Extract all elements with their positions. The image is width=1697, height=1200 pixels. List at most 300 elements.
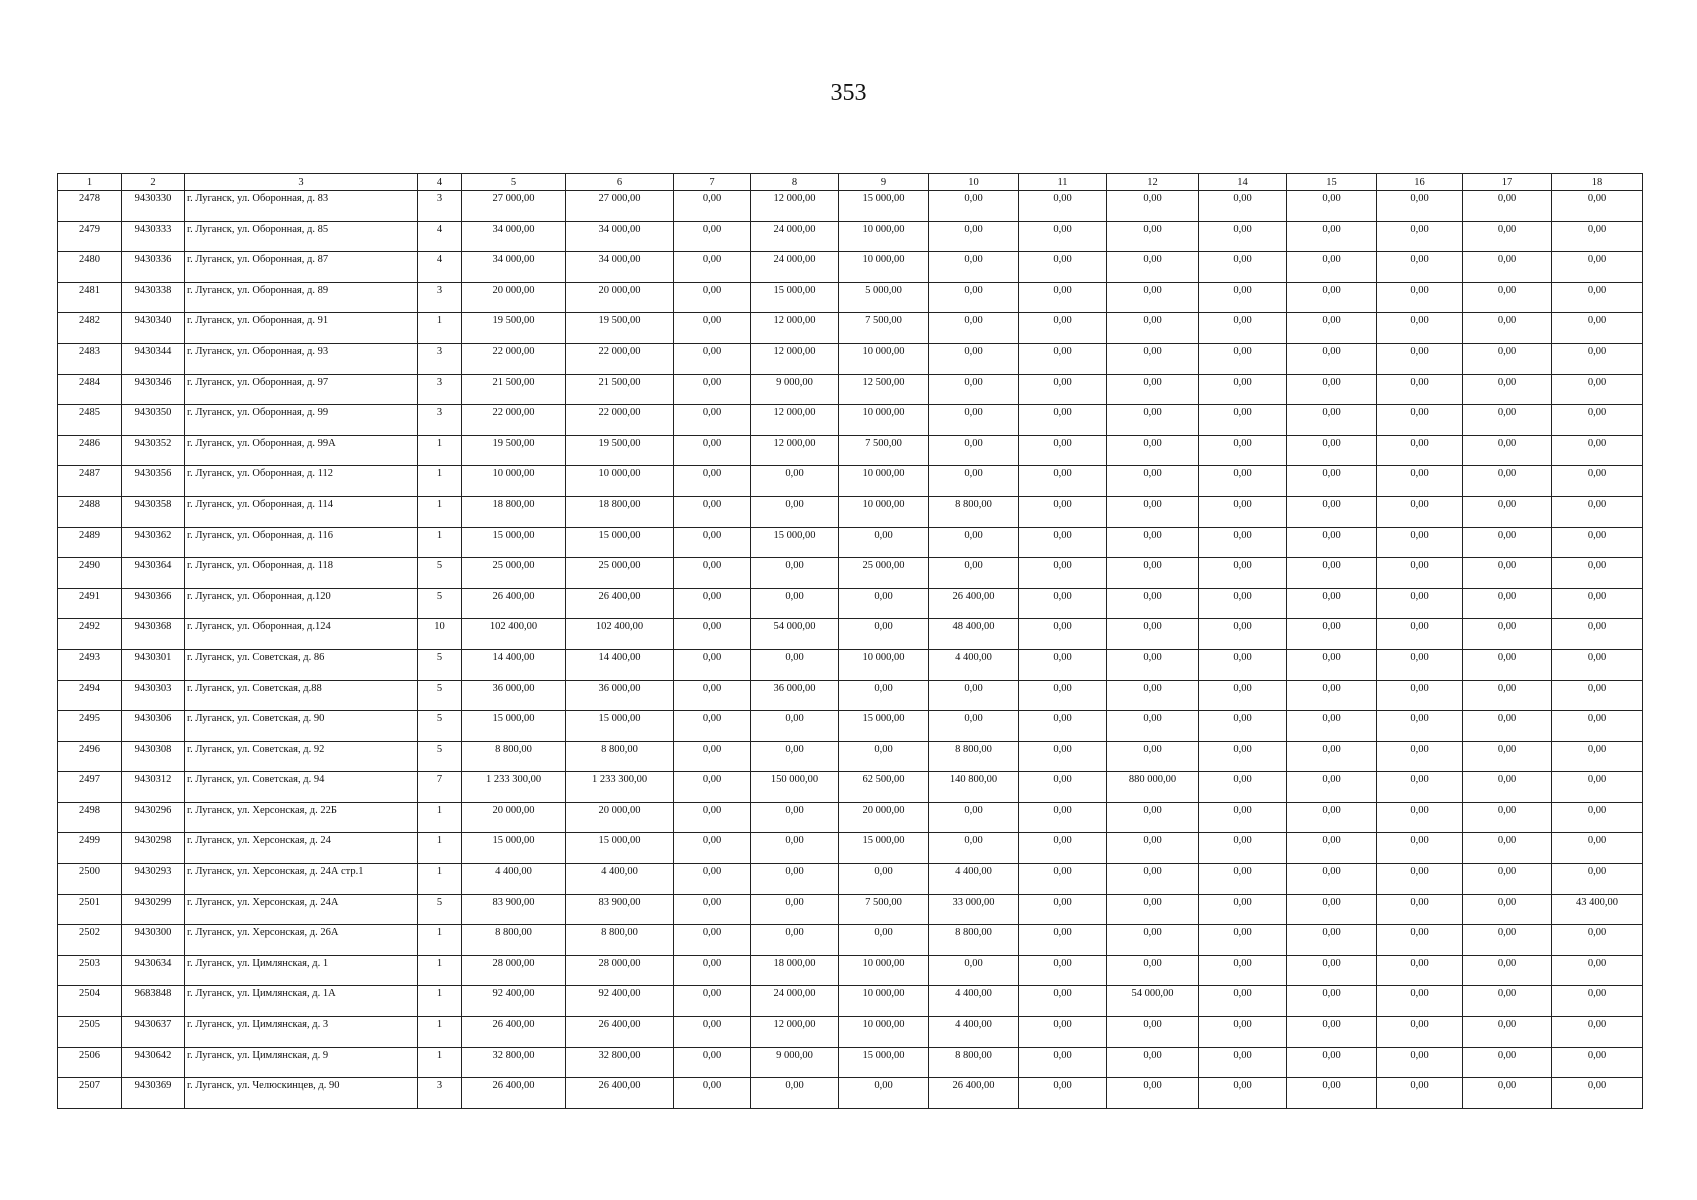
- table-cell: 0,00: [674, 649, 751, 680]
- table-cell: 0,00: [751, 558, 839, 589]
- table-cell: 0,00: [1287, 191, 1377, 222]
- table-cell: г. Луганск, ул. Советская, д. 86: [185, 649, 418, 680]
- table-cell: 0,00: [1019, 374, 1107, 405]
- table-cell: 0,00: [929, 282, 1019, 313]
- table-cell: 26 400,00: [462, 1017, 566, 1048]
- table-cell: 0,00: [1287, 527, 1377, 558]
- table-cell: 9430301: [122, 649, 185, 680]
- table-cell: 0,00: [1199, 221, 1287, 252]
- table-cell: 2486: [58, 435, 122, 466]
- table-cell: 2503: [58, 955, 122, 986]
- table-cell: 9430362: [122, 527, 185, 558]
- table-cell: г. Луганск, ул. Херсонская, д. 24А: [185, 894, 418, 925]
- table-cell: 0,00: [1107, 252, 1199, 283]
- table-row: [58, 864, 1643, 895]
- table-cell: 0,00: [1107, 1078, 1199, 1109]
- table-cell: 0,00: [1552, 435, 1643, 466]
- table-cell: 0,00: [674, 588, 751, 619]
- table-cell: 4 400,00: [929, 649, 1019, 680]
- table-cell: 0,00: [1552, 282, 1643, 313]
- table-cell: г. Луганск, ул. Херсонская, д. 22Б: [185, 802, 418, 833]
- table-cell: 0,00: [1377, 405, 1463, 436]
- table-cell: 0,00: [1463, 282, 1552, 313]
- table-cell: 0,00: [1552, 313, 1643, 344]
- table-cell: 0,00: [1287, 711, 1377, 742]
- table-cell: 22 000,00: [566, 343, 674, 374]
- table-row: [58, 772, 1643, 803]
- table-row: [58, 343, 1643, 374]
- table-cell: 0,00: [1463, 864, 1552, 895]
- table-cell: 2504: [58, 986, 122, 1017]
- table-cell: 20 000,00: [462, 282, 566, 313]
- table-cell: г. Луганск, ул. Цимлянская, д. 1А: [185, 986, 418, 1017]
- page-number: 353: [830, 80, 867, 106]
- table-cell: 0,00: [1377, 588, 1463, 619]
- table-cell: 0,00: [1377, 221, 1463, 252]
- table-cell: 0,00: [1019, 772, 1107, 803]
- table-cell: 0,00: [1552, 374, 1643, 405]
- table-cell: 4 400,00: [462, 864, 566, 895]
- table-cell: 0,00: [1377, 772, 1463, 803]
- table-cell: 0,00: [1287, 802, 1377, 833]
- table-cell: 0,00: [1463, 680, 1552, 711]
- column-header-18: 18: [1552, 174, 1643, 191]
- table-cell: г. Луганск, ул. Оборонная, д. 99: [185, 405, 418, 436]
- table-cell: 92 400,00: [462, 986, 566, 1017]
- table-cell: 0,00: [1199, 619, 1287, 650]
- table-cell: 0,00: [1107, 466, 1199, 497]
- table-cell: 10: [418, 619, 462, 650]
- table-cell: 0,00: [1199, 191, 1287, 222]
- table-cell: 5: [418, 741, 462, 772]
- table-cell: 5: [418, 711, 462, 742]
- table-cell: 0,00: [1107, 1047, 1199, 1078]
- table-cell: 0,00: [674, 833, 751, 864]
- table-cell: г. Луганск, ул. Оборонная, д. 116: [185, 527, 418, 558]
- table-cell: 0,00: [1377, 191, 1463, 222]
- table-row: [58, 435, 1643, 466]
- table-cell: 0,00: [1287, 466, 1377, 497]
- table-cell: 12 000,00: [751, 343, 839, 374]
- table-cell: 0,00: [1287, 1047, 1377, 1078]
- table-cell: 102 400,00: [566, 619, 674, 650]
- table-cell: 9430368: [122, 619, 185, 650]
- table-cell: 0,00: [1107, 649, 1199, 680]
- table-cell: 0,00: [1019, 802, 1107, 833]
- table-cell: 0,00: [1199, 1078, 1287, 1109]
- table-cell: 0,00: [1463, 1017, 1552, 1048]
- table-cell: 0,00: [1019, 435, 1107, 466]
- table-cell: 0,00: [1287, 619, 1377, 650]
- table-cell: 0,00: [1552, 496, 1643, 527]
- table-cell: 0,00: [1287, 313, 1377, 344]
- table-cell: 0,00: [751, 1078, 839, 1109]
- table-cell: 0,00: [1552, 986, 1643, 1017]
- table-cell: 0,00: [674, 925, 751, 956]
- table-cell: 12 500,00: [839, 374, 929, 405]
- table-cell: 3: [418, 191, 462, 222]
- table-cell: 0,00: [674, 496, 751, 527]
- table-cell: 0,00: [929, 252, 1019, 283]
- table-row: [58, 558, 1643, 589]
- table-header: [58, 174, 1643, 191]
- table-cell: 0,00: [839, 741, 929, 772]
- table-cell: 0,00: [1287, 986, 1377, 1017]
- table-cell: 12 000,00: [751, 405, 839, 436]
- table-cell: 32 800,00: [566, 1047, 674, 1078]
- table-cell: 0,00: [1463, 313, 1552, 344]
- table-cell: 1: [418, 1017, 462, 1048]
- table-cell: 0,00: [1019, 191, 1107, 222]
- table-cell: 0,00: [1107, 496, 1199, 527]
- table-cell: 15 000,00: [566, 527, 674, 558]
- table-cell: 34 000,00: [462, 252, 566, 283]
- table-cell: 20 000,00: [839, 802, 929, 833]
- table-cell: 19 500,00: [462, 313, 566, 344]
- table-cell: 32 800,00: [462, 1047, 566, 1078]
- table-row: [58, 1047, 1643, 1078]
- table-cell: 0,00: [1463, 527, 1552, 558]
- table-cell: г. Луганск, ул. Оборонная, д. 89: [185, 282, 418, 313]
- table-cell: 12 000,00: [751, 435, 839, 466]
- table-cell: 0,00: [1552, 1017, 1643, 1048]
- table-cell: 0,00: [1199, 313, 1287, 344]
- table-cell: г. Луганск, ул. Херсонская, д. 26А: [185, 925, 418, 956]
- table-cell: 18 800,00: [462, 496, 566, 527]
- table-cell: 22 000,00: [462, 405, 566, 436]
- table-row: [58, 466, 1643, 497]
- table-row: [58, 191, 1643, 222]
- table-cell: 4 400,00: [929, 1017, 1019, 1048]
- table-cell: 2500: [58, 864, 122, 895]
- table-cell: 0,00: [1377, 374, 1463, 405]
- header-row: [58, 174, 1643, 191]
- table-cell: 5: [418, 588, 462, 619]
- table-cell: 26 400,00: [929, 1078, 1019, 1109]
- table-cell: 0,00: [1019, 558, 1107, 589]
- table-row: [58, 925, 1643, 956]
- table-cell: 5: [418, 894, 462, 925]
- table-cell: 0,00: [1463, 955, 1552, 986]
- table-cell: 3: [418, 282, 462, 313]
- table-cell: 18 000,00: [751, 955, 839, 986]
- table-cell: 0,00: [1377, 496, 1463, 527]
- table-cell: 24 000,00: [751, 252, 839, 283]
- table-cell: 0,00: [751, 864, 839, 895]
- table-cell: 2488: [58, 496, 122, 527]
- table-row: [58, 374, 1643, 405]
- table-cell: 0,00: [1019, 986, 1107, 1017]
- table-cell: 0,00: [674, 1047, 751, 1078]
- table-cell: 15 000,00: [462, 711, 566, 742]
- table-cell: г. Луганск, ул. Оборонная, д. 87: [185, 252, 418, 283]
- table-cell: 0,00: [674, 405, 751, 436]
- table-cell: 0,00: [1199, 986, 1287, 1017]
- table-cell: 15 000,00: [566, 711, 674, 742]
- table-cell: 24 000,00: [751, 221, 839, 252]
- table-cell: 0,00: [1463, 221, 1552, 252]
- table-cell: 0,00: [1019, 313, 1107, 344]
- table-cell: 2495: [58, 711, 122, 742]
- table-cell: 9430350: [122, 405, 185, 436]
- table-cell: 34 000,00: [566, 252, 674, 283]
- table-cell: 0,00: [1019, 343, 1107, 374]
- table-cell: 0,00: [1019, 894, 1107, 925]
- table-cell: 0,00: [1019, 955, 1107, 986]
- table-cell: 1: [418, 466, 462, 497]
- table-cell: 0,00: [1199, 374, 1287, 405]
- table-cell: 4 400,00: [566, 864, 674, 895]
- table-cell: 2493: [58, 649, 122, 680]
- table-cell: 0,00: [1377, 741, 1463, 772]
- column-header-9: 9: [839, 174, 929, 191]
- table-cell: 2479: [58, 221, 122, 252]
- column-header-10: 10: [929, 174, 1019, 191]
- table-cell: 0,00: [839, 1078, 929, 1109]
- table-cell: 0,00: [1463, 1078, 1552, 1109]
- table-row: [58, 496, 1643, 527]
- table-cell: 1: [418, 955, 462, 986]
- table-cell: 0,00: [1107, 1017, 1199, 1048]
- table-cell: 4 400,00: [929, 986, 1019, 1017]
- table-cell: 0,00: [1199, 252, 1287, 283]
- table-cell: 28 000,00: [462, 955, 566, 986]
- table-cell: 1: [418, 833, 462, 864]
- table-cell: 3: [418, 374, 462, 405]
- table-cell: г. Луганск, ул. Советская, д. 90: [185, 711, 418, 742]
- table-cell: 0,00: [1552, 802, 1643, 833]
- table-cell: г. Луганск, ул. Херсонская, д. 24А стр.1: [185, 864, 418, 895]
- table-cell: 0,00: [1377, 343, 1463, 374]
- table-cell: 0,00: [1199, 527, 1287, 558]
- table-cell: 0,00: [751, 711, 839, 742]
- table-body: [58, 191, 1643, 1109]
- table-cell: 5: [418, 558, 462, 589]
- table-cell: 0,00: [674, 343, 751, 374]
- table-cell: 0,00: [1377, 864, 1463, 895]
- table-cell: 0,00: [1377, 527, 1463, 558]
- table-cell: 10 000,00: [462, 466, 566, 497]
- table-cell: 0,00: [1019, 496, 1107, 527]
- table-cell: 0,00: [1107, 802, 1199, 833]
- table-cell: 0,00: [674, 252, 751, 283]
- table-cell: 0,00: [1463, 833, 1552, 864]
- table-cell: 10 000,00: [839, 986, 929, 1017]
- table-cell: 4: [418, 221, 462, 252]
- table-cell: 0,00: [1019, 619, 1107, 650]
- table-cell: 0,00: [1377, 649, 1463, 680]
- table-cell: 0,00: [1199, 741, 1287, 772]
- table-cell: 10 000,00: [839, 466, 929, 497]
- table-cell: 0,00: [929, 711, 1019, 742]
- table-cell: г. Луганск, ул. Оборонная, д. 91: [185, 313, 418, 344]
- table-cell: 2483: [58, 343, 122, 374]
- table-cell: 0,00: [1199, 925, 1287, 956]
- table-cell: 0,00: [1552, 711, 1643, 742]
- table-cell: 0,00: [1287, 925, 1377, 956]
- table-cell: 1 233 300,00: [566, 772, 674, 803]
- table-cell: 9430352: [122, 435, 185, 466]
- table-cell: 25 000,00: [839, 558, 929, 589]
- table-cell: 7 500,00: [839, 313, 929, 344]
- table-cell: 10 000,00: [839, 221, 929, 252]
- table-cell: 18 800,00: [566, 496, 674, 527]
- table-cell: 92 400,00: [566, 986, 674, 1017]
- table-cell: г. Луганск, ул. Оборонная, д.120: [185, 588, 418, 619]
- table-cell: 0,00: [1463, 649, 1552, 680]
- table-cell: 8 800,00: [566, 741, 674, 772]
- table-cell: 0,00: [929, 833, 1019, 864]
- table-cell: г. Луганск, ул. Советская, д.88: [185, 680, 418, 711]
- table-cell: 0,00: [674, 191, 751, 222]
- table-cell: 0,00: [1107, 313, 1199, 344]
- column-header-5: 5: [462, 174, 566, 191]
- table-cell: 26 400,00: [566, 1017, 674, 1048]
- table-cell: 19 500,00: [566, 313, 674, 344]
- table-cell: 2505: [58, 1017, 122, 1048]
- table-cell: 0,00: [1377, 282, 1463, 313]
- table-cell: 2501: [58, 894, 122, 925]
- table-cell: г. Луганск, ул. Цимлянская, д. 1: [185, 955, 418, 986]
- table-cell: 0,00: [674, 680, 751, 711]
- table-row: [58, 1078, 1643, 1109]
- table-cell: 2494: [58, 680, 122, 711]
- table-cell: 0,00: [674, 772, 751, 803]
- table-cell: 0,00: [674, 864, 751, 895]
- column-header-12: 12: [1107, 174, 1199, 191]
- table-cell: 0,00: [674, 435, 751, 466]
- table-cell: 0,00: [1463, 466, 1552, 497]
- table-cell: 0,00: [929, 191, 1019, 222]
- table-cell: 27 000,00: [462, 191, 566, 222]
- table-cell: 0,00: [1199, 649, 1287, 680]
- table-cell: 14 400,00: [462, 649, 566, 680]
- table-cell: 0,00: [1287, 496, 1377, 527]
- table-cell: г. Луганск, ул. Оборонная, д. 99А: [185, 435, 418, 466]
- table-cell: 0,00: [1552, 527, 1643, 558]
- table-cell: 22 000,00: [462, 343, 566, 374]
- table-cell: 0,00: [1552, 191, 1643, 222]
- table-cell: 0,00: [1107, 221, 1199, 252]
- table-row: [58, 313, 1643, 344]
- table-cell: г. Луганск, ул. Оборонная, д. 83: [185, 191, 418, 222]
- table-cell: 15 000,00: [566, 833, 674, 864]
- table-cell: 0,00: [674, 221, 751, 252]
- table-cell: г. Луганск, ул. Оборонная, д. 93: [185, 343, 418, 374]
- table-cell: 0,00: [1019, 466, 1107, 497]
- table-cell: 0,00: [1377, 955, 1463, 986]
- table-cell: 83 900,00: [462, 894, 566, 925]
- table-cell: 0,00: [1019, 833, 1107, 864]
- table-cell: г. Луганск, ул. Оборонная, д. 118: [185, 558, 418, 589]
- table-cell: 0,00: [1287, 282, 1377, 313]
- table-cell: 0,00: [674, 894, 751, 925]
- table-row: [58, 680, 1643, 711]
- table-cell: 0,00: [1019, 1047, 1107, 1078]
- table-cell: 0,00: [1552, 864, 1643, 895]
- table-cell: 2485: [58, 405, 122, 436]
- table-cell: 0,00: [1552, 680, 1643, 711]
- table-cell: г. Луганск, ул. Оборонная, д. 112: [185, 466, 418, 497]
- table-cell: 14 400,00: [566, 649, 674, 680]
- table-cell: 10 000,00: [839, 343, 929, 374]
- table-cell: 0,00: [1377, 680, 1463, 711]
- table-cell: 0,00: [674, 955, 751, 986]
- table-cell: 9 000,00: [751, 1047, 839, 1078]
- table-cell: 140 800,00: [929, 772, 1019, 803]
- table-cell: 0,00: [1107, 711, 1199, 742]
- table-cell: 0,00: [751, 466, 839, 497]
- table-row: [58, 741, 1643, 772]
- column-header-1: 1: [58, 174, 122, 191]
- table-cell: 0,00: [929, 558, 1019, 589]
- table-cell: 9430298: [122, 833, 185, 864]
- table-cell: 0,00: [929, 466, 1019, 497]
- column-header-4: 4: [418, 174, 462, 191]
- table-cell: 1: [418, 313, 462, 344]
- table-cell: 0,00: [1552, 466, 1643, 497]
- table-cell: 34 000,00: [462, 221, 566, 252]
- table-cell: 9430312: [122, 772, 185, 803]
- table-cell: 26 400,00: [462, 588, 566, 619]
- table-cell: 1: [418, 986, 462, 1017]
- table-cell: 8 800,00: [929, 925, 1019, 956]
- table-cell: 8 800,00: [929, 1047, 1019, 1078]
- table-cell: 15 000,00: [839, 1047, 929, 1078]
- table-row: [58, 711, 1643, 742]
- table-cell: 0,00: [1199, 466, 1287, 497]
- table-cell: 9430344: [122, 343, 185, 374]
- table-cell: 9430356: [122, 466, 185, 497]
- table-cell: 0,00: [929, 527, 1019, 558]
- table-cell: 20 000,00: [566, 802, 674, 833]
- table-cell: 9430634: [122, 955, 185, 986]
- table-cell: 26 400,00: [462, 1078, 566, 1109]
- table-cell: 0,00: [1287, 435, 1377, 466]
- table-cell: 0,00: [1552, 955, 1643, 986]
- table-cell: 0,00: [1199, 1017, 1287, 1048]
- table-cell: 0,00: [1287, 741, 1377, 772]
- table-cell: 0,00: [1107, 955, 1199, 986]
- table-cell: 9430300: [122, 925, 185, 956]
- table-cell: 0,00: [1019, 588, 1107, 619]
- table-row: [58, 282, 1643, 313]
- table-cell: 0,00: [929, 802, 1019, 833]
- table-cell: 0,00: [1199, 772, 1287, 803]
- table-cell: 2502: [58, 925, 122, 956]
- table-cell: 26 400,00: [929, 588, 1019, 619]
- table-cell: 9430637: [122, 1017, 185, 1048]
- table-cell: 0,00: [929, 374, 1019, 405]
- table-cell: 0,00: [1199, 343, 1287, 374]
- table-cell: 0,00: [1199, 833, 1287, 864]
- table-row: [58, 1017, 1643, 1048]
- table-row: [58, 588, 1643, 619]
- table-cell: 8 800,00: [929, 741, 1019, 772]
- table-row: [58, 527, 1643, 558]
- table-row: [58, 252, 1643, 283]
- table-cell: 4 400,00: [929, 864, 1019, 895]
- table-cell: 0,00: [1287, 1017, 1377, 1048]
- table-cell: г. Луганск, ул. Оборонная, д. 97: [185, 374, 418, 405]
- table-cell: 9430308: [122, 741, 185, 772]
- table-cell: 10 000,00: [566, 466, 674, 497]
- table-cell: 0,00: [1552, 588, 1643, 619]
- table-cell: 9430346: [122, 374, 185, 405]
- table-cell: 0,00: [1199, 588, 1287, 619]
- table-cell: 0,00: [751, 588, 839, 619]
- table-cell: 48 400,00: [929, 619, 1019, 650]
